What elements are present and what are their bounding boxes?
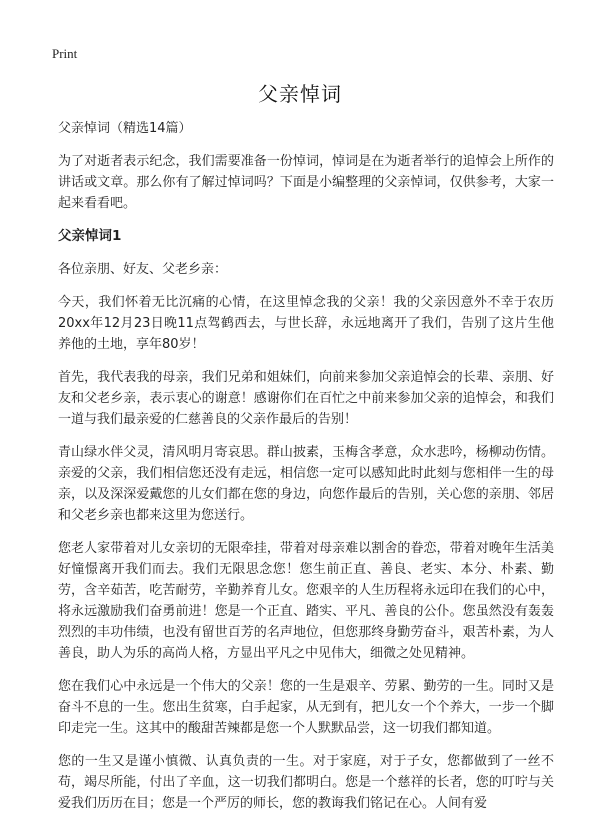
document-body [58, 118, 554, 826]
body-paragraph: 今天，我们怀着无比沉痛的心情，在这里悼念我的父亲！我的父亲因意外不幸于农历20xx年12月23日晚11点驾鹤西去，与世长辞，永远地离开了我们，告别了这片生他养他的土地，享年80岁！ [58, 295, 554, 352]
intro-paragraph: 为了对逝者表示纪念，我们需要准备一份悼词，悼词是在为逝者举行的追悼会上所作的讲话或文章。那么你有了解过悼词吗？下面是小编整理的父亲悼词，仅供参考，大家一起来看看吧。 [58, 154, 554, 211]
body-paragraph: 首先，我代表我的母亲，我们兄弟和姐妹们，向前来参加父亲追悼会的长辈、亲朋、好友和父老乡亲，表示衷心的谢意！感谢你们在百忙之中前来参加父亲的追悼会，和我们一道与我们最亲爱的仁慈善良的父亲作最后的告别！ [58, 370, 554, 427]
body-paragraph: 您老人家带着对儿女亲切的无限牵挂，带着对母亲难以割舍的眷恋，带着对晚年生活美好憧憬离开我们而去。我们无限思念您！您生前正直、善良、老实、本分、朴素、勤劳，含辛茹苦，吃苦耐劳，辛勤养育儿女。您艰辛的人生历程将永远印在我们的心中，将永远激励我们奋勇前进！您是一个正直、踏实、平凡、善良的公仆。您虽然没有轰轰烈烈的丰功伟绩，也没有留世百芳的名声地位，但您那终身勤劳奋斗，艰苦朴素，为人善良，助人为乐的高尚人格，方显出平凡之中见伟大，细微之处见精神。 [58, 541, 554, 661]
print-link[interactable]: Print [52, 46, 78, 61]
salutation-paragraph: 各位亲朋、好友、父老乡亲： [58, 262, 228, 277]
body-paragraph: 您在我们心中永远是一个伟大的父亲！您的一生是艰辛、劳累、勤劳的一生。同时又是奋斗不息的一生。您出生贫寒，白手起家，从无到有，把儿女一个个养大，一步一个脚印走完一生。这其中的酸甜苦辣都是您一个人默默品尝，这一切我们都知道。 [58, 679, 554, 736]
body-paragraph: 您的一生又是谨小慎微、认真负责的一生。对于家庭，对于子女，您都做到了一丝不苟，竭尽所能，付出了辛血，这一切我们都明白。您是一个慈祥的长者，您的叮咛与关爱我们历历在目；您是一个严厉的师长，您的教诲我们铭记在心。人间有爱 [58, 754, 554, 811]
section-heading: 父亲悼词1 [58, 228, 122, 244]
body-paragraph: 青山绿水伴父灵，清风明月寄哀思。群山披素，玉梅含孝意，众水悲吟，杨柳动伤情。亲爱的父亲，我们相信您还没有走远，相信您一定可以感知此时此刻与您相伴一生的母亲，以及深深爱戴您的儿女们都在您的身边，向您作最后的告别，关心您的亲朋、邻居和父老乡亲也都来这里为您送行。 [58, 445, 554, 523]
document-subtitle: 父亲悼词（精选14篇） [58, 121, 192, 136]
page-title: 父亲悼词 [258, 82, 342, 106]
